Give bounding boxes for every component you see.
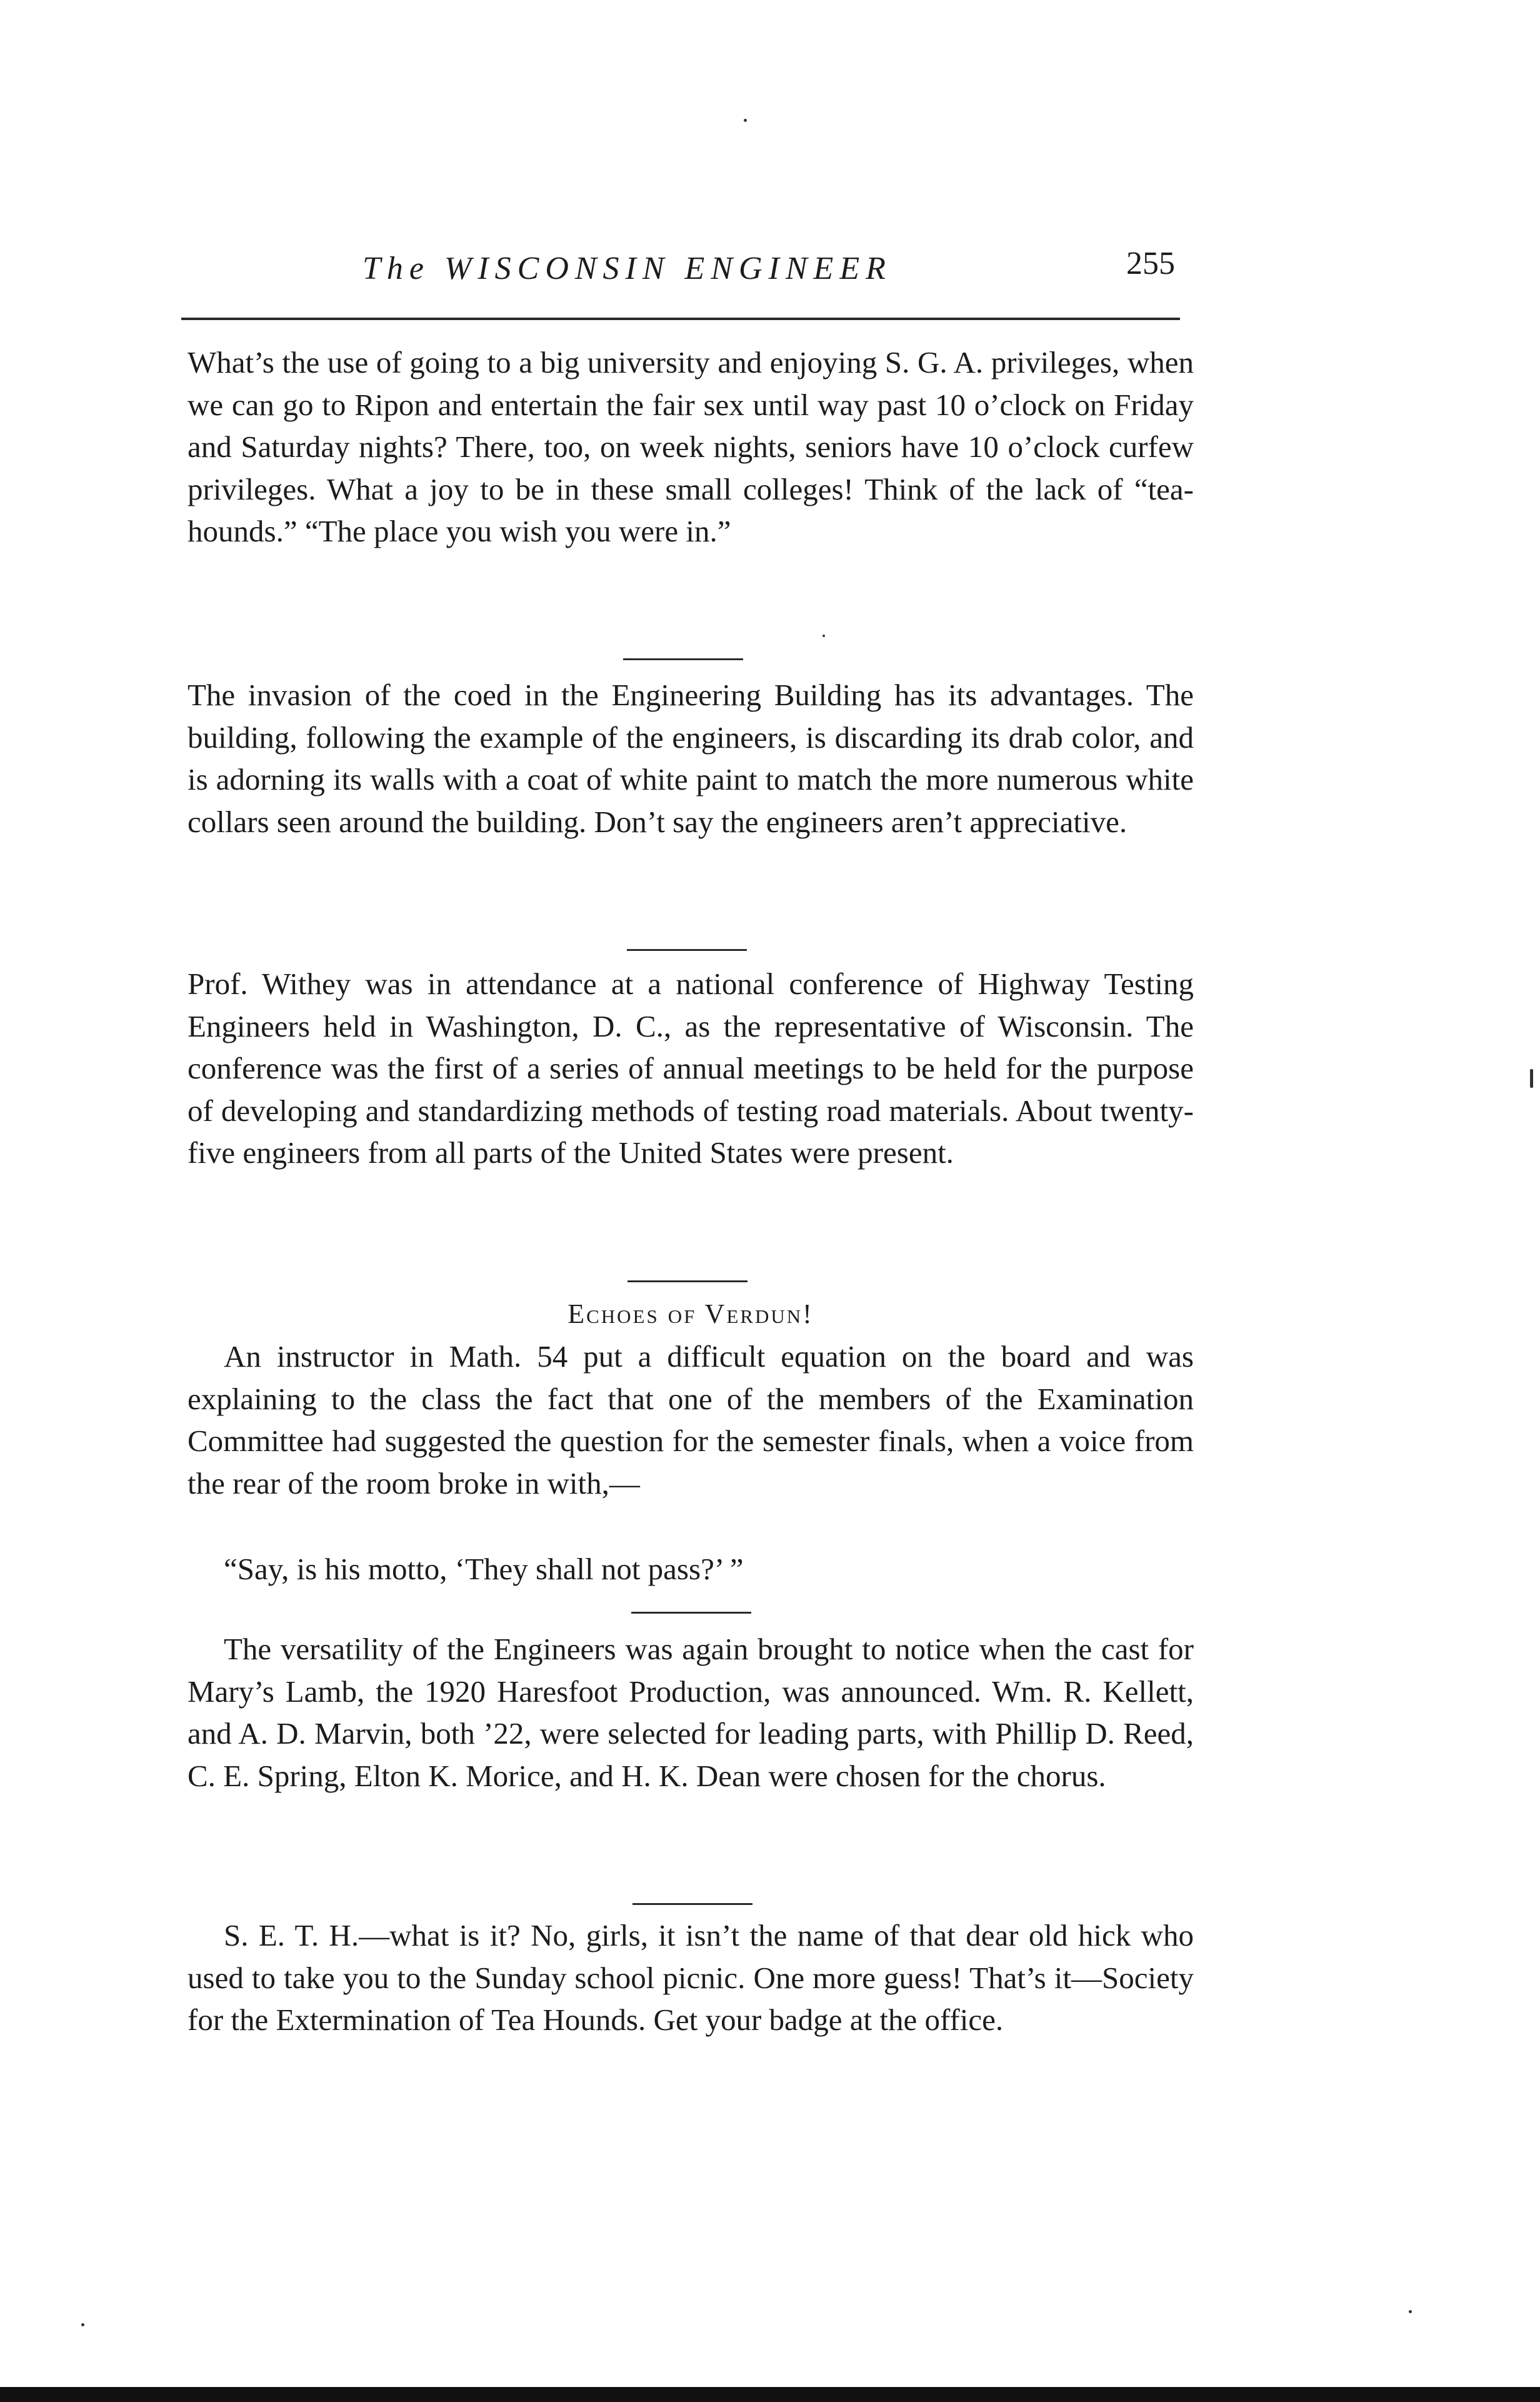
scan-bottom-edge	[0, 2387, 1540, 2402]
paragraph-motto-quote: “Say, is his motto, ‘They shall not pass?’ ”	[224, 1552, 744, 1586]
scan-speck	[1409, 2310, 1412, 2313]
paragraph-sga-privileges: What’s the use of going to a big university and enjoying S. G. A. privileges, when we can go to Ripon and entertain the fair sex until way past 10 o’clock on Friday and Saturday nights? There, too, on week nights, seniors have 10 o’clock curfew privileges. What a joy to be in these small colleges! Think of the lack of “tea-hounds.” “The place you wish you were in.”	[188, 345, 1194, 548]
running-header	[181, 246, 1181, 300]
paragraph-math-instructor: An instructor in Math. 54 put a difficult equation on the board and was explaining to the class the fact that one of the members of the Examination Committee had suggested the question for the semester finals, when a voice from the rear of the room broke in with,—	[188, 1339, 1194, 1500]
paragraph-coed-invasion: The invasion of the coed in the Engineering Building has its advantages. The building, following the example of the engineers, is discarding its drab color, and is adorning its walls with a coat of white paint to match the more numerous white collars seen around the building. Don’t say the engineers aren’t appreciative.	[188, 678, 1194, 839]
section-heading-verdun: Echoes of Verdun!	[568, 1299, 814, 1329]
header-rule	[181, 318, 1180, 320]
journal-title: The WISCONSIN ENGINEER	[362, 251, 892, 286]
scan-speck	[81, 2323, 84, 2326]
paragraph-seth-society: S. E. T. H.—what is it? No, girls, it isn’t the name of that dear old hick who used to take you to the Sunday school picnic. One more guess! That’s it—Society for the Extermination of Tea Hounds. Get your badge at the office.	[188, 1918, 1194, 2037]
section-divider	[628, 1280, 748, 1282]
section-divider	[627, 949, 747, 951]
page-number: 255	[1126, 246, 1175, 281]
scan-speck	[1530, 1069, 1533, 1088]
paragraph-haresfoot-cast: The versatility of the Engineers was again brought to notice when the cast for Mary’s Lamb, the 1920 Haresfoot Production, was announced. Wm. R. Kellett, and A. D. Marvin, both ’22, were selected for leading parts, with Phillip D. Reed, C. E. Spring, Elton K. Morice, and H. K. Dean were chosen for the chorus.	[188, 1632, 1194, 1793]
paragraph-prof-withey: Prof. Withey was in attendance at a national conference of Highway Testing Engineers held in Washington, D. C., as the representative of Wisconsin. The conference was the first of a series of annual meetings to be held for the purpose of developing and standardizing methods of testing road materials. About twenty-five engineers from all parts of the United States were present.	[188, 967, 1194, 1170]
scan-speck	[744, 119, 747, 122]
section-divider	[623, 658, 743, 660]
section-divider	[632, 1903, 752, 1905]
section-divider	[631, 1612, 751, 1614]
scan-speck	[822, 635, 825, 637]
